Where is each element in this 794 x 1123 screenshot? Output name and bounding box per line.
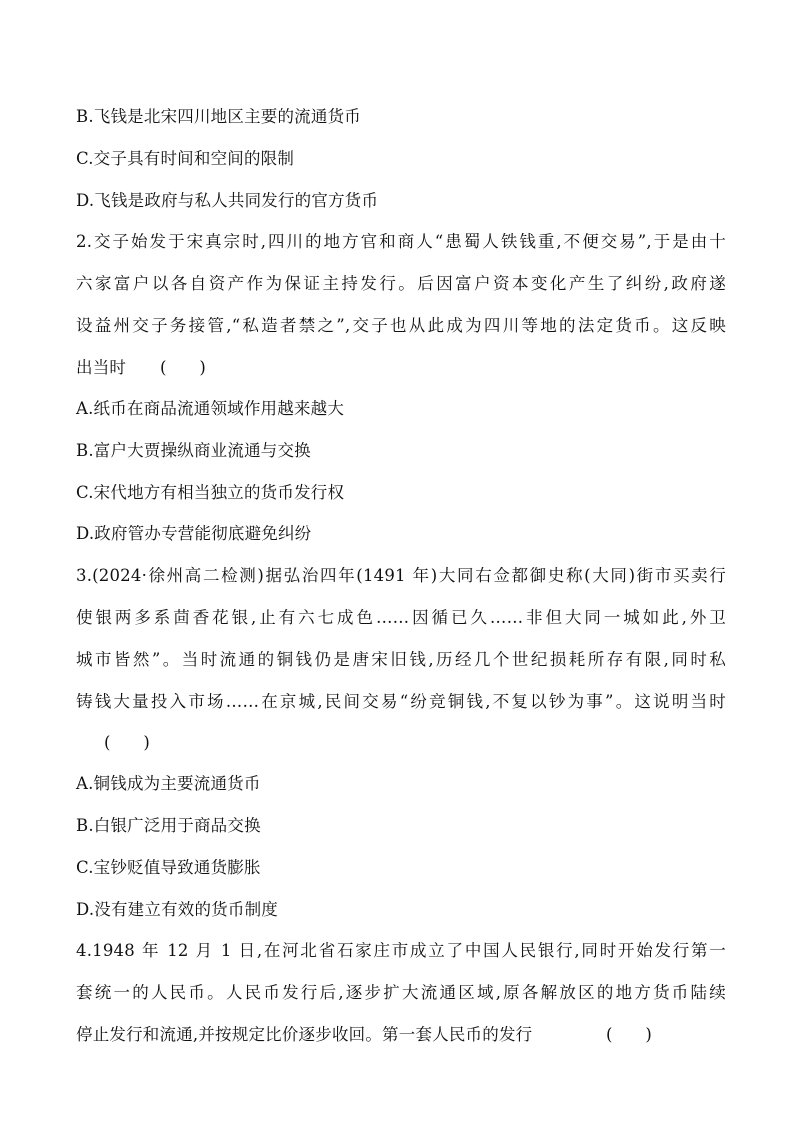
q3-option-b: B.白银广泛用于商品交换 (76, 816, 261, 835)
q3-stem-line-1: 3.(2024·徐州高二检测)据弘治四年(1491 年)大同右佥都御史称(大同)街市买卖行 (76, 566, 726, 585)
q3-option-d: D.没有建立有效的货币制度 (76, 900, 278, 919)
q3-option-c: C.宝钞贬值导致通货膨胀 (76, 858, 261, 877)
q3-stem-line-2: 使银两多系茴香花银,止有六七成色……因循已久……非但大同一城如此,外卫 (76, 608, 726, 627)
q4-answer-paren: ( ) (606, 1025, 652, 1044)
q1-option-c: C.交子具有时间和空间的限制 (76, 149, 295, 168)
q3-stem-line-4: 铸钱大量投入市场……在京城,民间交易“纷竞铜钱,不复以钞为事”。这说明当时 (76, 692, 726, 711)
q1-option-d: D.飞钱是政府与私人共同发行的官方货币 (76, 191, 379, 210)
q4-stem-line-2: 套统一的人民币。人民币发行后,逐步扩大流通区域,原各解放区的地方货币陆续 (76, 983, 726, 1002)
q2-stem-line-3: 设益州交子务接管,“私造者禁之”,交子也从此成为四川等地的法定货币。这反映 (76, 316, 726, 335)
q3-option-a: A.铜钱成为主要流通货币 (76, 774, 261, 793)
q2-stem-line-2: 六家富户以各自资产作为保证主持发行。后因富户资本变化产生了纠纷,政府遂 (76, 274, 726, 293)
q2-option-b: B.富户大贾操纵商业流通与交换 (76, 441, 311, 460)
q2-stem-line-1: 2.交子始发于宋真宗时,四川的地方官和商人“患蜀人铁钱重,不便交易”,于是由十 (76, 232, 726, 251)
q2-option-c: C.宋代地方有相当独立的货币发行权 (76, 483, 345, 502)
q3-stem-line-3: 城市皆然”。当时流通的铜钱仍是唐宋旧钱,历经几个世纪损耗所存有限,同时私 (76, 650, 726, 669)
q2-answer-paren: ( ) (160, 358, 206, 377)
q2-option-d: D.政府管办专营能彻底避免纠纷 (76, 524, 312, 543)
q3-answer-paren: ( ) (104, 733, 150, 752)
q2-stem-line-4: 出当时 (76, 358, 127, 377)
q1-option-b: B.飞钱是北宋四川地区主要的流通货币 (76, 107, 361, 126)
q4-stem-line-1: 4.1948 年 12 月 1 日,在河北省石家庄市成立了中国人民银行,同时开始发行第一 (76, 941, 726, 960)
q4-stem-line-3: 停止发行和流通,并按规定比价逐步收回。第一套人民币的发行 (76, 1025, 533, 1044)
q2-option-a: A.纸币在商品流通领域作用越来越大 (76, 399, 345, 418)
